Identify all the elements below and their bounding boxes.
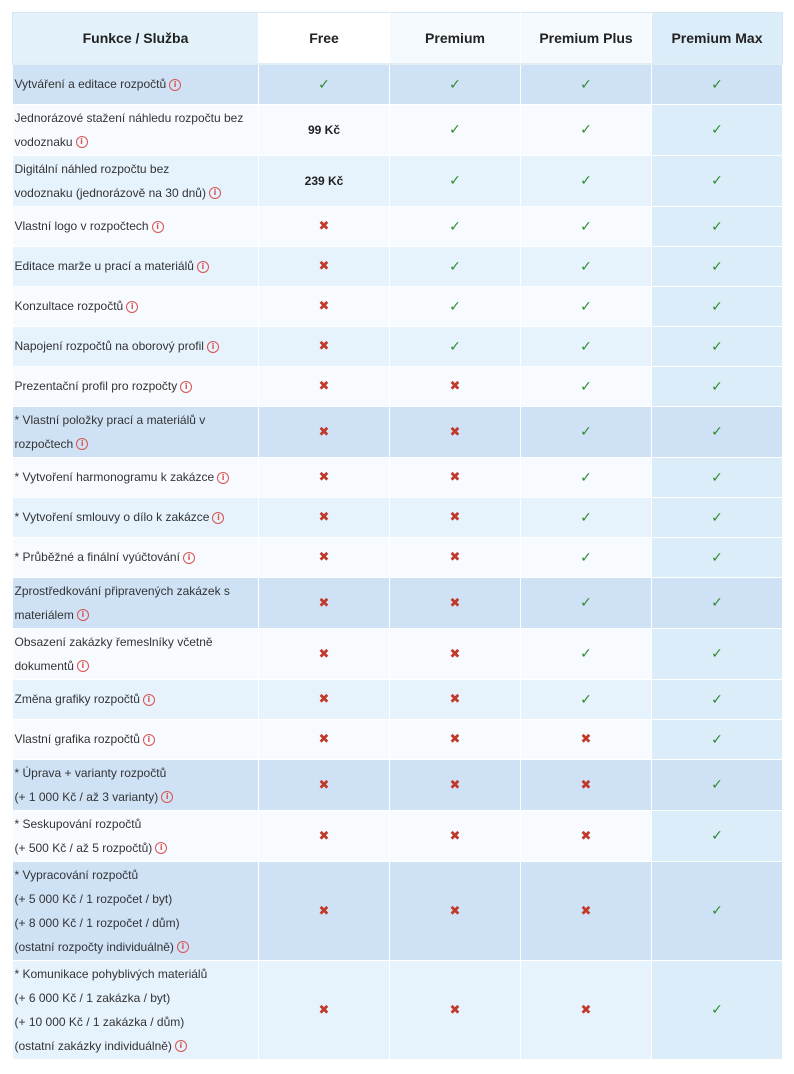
plan-cell-free <box>259 537 390 577</box>
plan-cell-premium-max <box>652 679 783 719</box>
check-icon: ✓ <box>711 594 723 610</box>
check-icon: ✓ <box>580 121 592 137</box>
table-row <box>13 104 783 155</box>
check-icon: ✓ <box>580 297 592 314</box>
plan-cell-premium <box>390 206 521 246</box>
plan-cell-premium <box>390 457 521 497</box>
feature-label-text: (ostatní rozpočty individuálně) <box>14 939 174 954</box>
plan-cell-premium-plus <box>521 406 652 457</box>
table-row <box>13 326 783 366</box>
table-row <box>13 366 783 406</box>
check-icon: ✓ <box>711 902 723 918</box>
cross-icon: ✖ <box>449 645 461 661</box>
cross-icon: ✖ <box>318 594 330 610</box>
plan-cell-premium-max <box>652 406 783 457</box>
plan-header-free: Free <box>259 13 390 65</box>
check-icon: ✓ <box>580 645 592 661</box>
feature-label-line: (+ 10 000 Kč / 1 zakázka / dům) <box>14 1014 185 1029</box>
check-icon: ✓ <box>318 75 330 92</box>
check-icon: ✓ <box>580 377 592 394</box>
feature-label-text: * Vytvoření harmonogramu k zakázce <box>14 470 215 484</box>
plan-cell-free <box>259 286 390 326</box>
feature-label-text: Vlastní grafika rozpočtů <box>14 732 140 746</box>
feature-cell <box>13 960 259 1059</box>
plan-cell-free <box>259 457 390 497</box>
cross-icon: ✖ <box>318 378 330 393</box>
feature-label-line: * Vypracování rozpočtů <box>14 867 139 882</box>
plan-cell-premium <box>390 719 521 759</box>
cross-icon: ✖ <box>318 827 330 843</box>
feature-cell <box>13 326 259 366</box>
plan-cell-premium-plus <box>521 537 652 577</box>
feature-cell <box>13 679 259 719</box>
cross-icon: ✖ <box>318 902 330 918</box>
feature-label-line <box>15 130 253 154</box>
feature-label-line <box>15 935 253 959</box>
check-icon: ✓ <box>449 297 461 314</box>
feature-cell <box>13 246 259 286</box>
info-icon[interactable]: i <box>161 791 173 803</box>
cross-icon: ✖ <box>318 731 330 746</box>
feature-label-line: * Komunikace pohyblivých materiálů <box>14 966 208 981</box>
feature-label-line <box>15 214 253 238</box>
feature-cell <box>13 628 259 679</box>
plan-cell-premium <box>390 577 521 628</box>
info-icon[interactable]: i <box>183 552 195 564</box>
check-icon: ✓ <box>449 75 461 92</box>
table-row <box>13 719 783 759</box>
check-icon: ✓ <box>580 690 592 707</box>
plan-cell-premium-plus <box>521 286 652 326</box>
plan-cell-premium <box>390 104 521 155</box>
cross-icon: ✖ <box>580 827 592 843</box>
cross-icon: ✖ <box>449 469 461 484</box>
cross-icon: ✖ <box>318 645 330 661</box>
plan-cell-free <box>259 406 390 457</box>
feature-column-header: Funkce / Služba <box>13 13 259 65</box>
plan-cell-premium <box>390 326 521 366</box>
feature-label-line <box>15 654 253 678</box>
check-icon: ✓ <box>580 337 592 354</box>
feature-label-line <box>15 294 253 318</box>
feature-label-line <box>15 432 253 456</box>
feature-cell <box>13 719 259 759</box>
check-icon: ✓ <box>580 172 592 188</box>
feature-label-text: Vytváření a editace rozpočtů <box>14 77 167 92</box>
plan-cell-premium-max <box>652 155 783 206</box>
cross-icon: ✖ <box>449 691 461 706</box>
cross-icon: ✖ <box>318 218 330 233</box>
price-value: 239 Kč <box>304 174 344 188</box>
info-icon[interactable]: i <box>180 381 192 393</box>
feature-label-text: Napojení rozpočtů na oborový profil <box>14 339 204 353</box>
check-icon: ✓ <box>580 217 592 234</box>
cross-icon: ✖ <box>318 338 330 353</box>
plan-cell-free <box>259 719 390 759</box>
check-icon: ✓ <box>580 423 592 439</box>
cross-icon: ✖ <box>580 1001 592 1017</box>
cross-icon: ✖ <box>449 594 461 610</box>
plan-cell-premium-max <box>652 286 783 326</box>
check-icon: ✓ <box>449 121 461 137</box>
plan-cell-premium-plus <box>521 861 652 960</box>
feature-label-text: Vlastní logo v rozpočtech <box>14 219 149 233</box>
plan-cell-premium-plus <box>521 206 652 246</box>
plan-cell-premium <box>390 810 521 861</box>
check-icon: ✓ <box>711 297 723 314</box>
feature-label-line: * Úprava + varianty rozpočtů <box>14 765 167 780</box>
table-row <box>13 497 783 537</box>
check-icon: ✓ <box>580 548 592 565</box>
check-icon: ✓ <box>711 827 723 843</box>
feature-label-line <box>15 465 253 489</box>
plan-cell-premium <box>390 960 521 1059</box>
cross-icon: ✖ <box>449 776 461 792</box>
plan-cell-free <box>259 960 390 1059</box>
info-icon[interactable]: i <box>77 660 89 672</box>
feature-cell <box>13 810 259 861</box>
feature-label-text: Editace marže u prací a materiálů <box>14 259 194 273</box>
check-icon: ✓ <box>449 337 461 354</box>
table-row <box>13 64 783 104</box>
feature-label-line: (+ 8 000 Kč / 1 rozpočet / dům) <box>14 915 180 930</box>
check-icon: ✓ <box>711 730 723 747</box>
cross-icon: ✖ <box>449 378 461 393</box>
cross-icon: ✖ <box>580 731 592 746</box>
plan-cell-premium-plus <box>521 366 652 406</box>
plan-cell-free <box>259 206 390 246</box>
cross-icon: ✖ <box>318 691 330 706</box>
info-icon[interactable]: i <box>175 1040 187 1052</box>
cross-icon: ✖ <box>449 549 461 564</box>
plan-cell-premium-max <box>652 104 783 155</box>
plan-cell-free <box>259 246 390 286</box>
check-icon: ✓ <box>711 468 723 485</box>
plan-cell-premium <box>390 537 521 577</box>
table-body <box>13 64 783 1059</box>
feature-label-line <box>15 72 253 96</box>
plan-cell-premium-plus <box>521 64 652 104</box>
check-icon: ✓ <box>580 508 592 525</box>
check-icon: ✓ <box>711 548 723 565</box>
feature-label-text: dokumentů <box>14 658 74 673</box>
plan-cell-premium-max <box>652 64 783 104</box>
plan-cell-premium-plus <box>521 810 652 861</box>
plan-cell-premium-max <box>652 206 783 246</box>
table-row <box>13 457 783 497</box>
table-row <box>13 246 783 286</box>
cross-icon: ✖ <box>449 423 461 439</box>
feature-label-text: vodoznaku <box>14 134 73 149</box>
plan-cell-free <box>259 104 390 155</box>
plan-cell-free <box>259 155 390 206</box>
plan-cell-free <box>259 810 390 861</box>
plan-cell-premium-plus <box>521 155 652 206</box>
feature-cell <box>13 497 259 537</box>
feature-label-line <box>15 603 253 627</box>
feature-label-line <box>15 181 253 205</box>
plan-cell-free <box>259 861 390 960</box>
plan-cell-premium <box>390 406 521 457</box>
check-icon: ✓ <box>449 217 461 234</box>
check-icon: ✓ <box>711 423 723 439</box>
plan-cell-premium <box>390 246 521 286</box>
plan-cell-premium-plus <box>521 246 652 286</box>
feature-label-line: * Vlastní položky prací a materiálů v <box>14 412 206 427</box>
feature-label-text: vodoznaku (jednorázově na 30 dnů) <box>14 185 206 200</box>
info-icon[interactable]: i <box>217 472 229 484</box>
feature-cell <box>13 457 259 497</box>
plan-cell-premium-max <box>652 810 783 861</box>
feature-cell <box>13 104 259 155</box>
cross-icon: ✖ <box>318 469 330 484</box>
plan-cell-premium-max <box>652 719 783 759</box>
feature-cell <box>13 861 259 960</box>
plan-cell-free <box>259 326 390 366</box>
info-icon[interactable]: i <box>76 438 88 450</box>
plan-cell-free <box>259 366 390 406</box>
feature-label-line <box>15 836 253 860</box>
table-row <box>13 286 783 326</box>
feature-label-line: Digitální náhled rozpočtu bez <box>14 161 170 176</box>
feature-cell <box>13 155 259 206</box>
feature-label-line <box>15 505 253 529</box>
plan-cell-free <box>259 628 390 679</box>
table-row <box>13 155 783 206</box>
info-icon[interactable]: i <box>126 301 138 313</box>
table-row <box>13 861 783 960</box>
check-icon: ✓ <box>711 75 723 92</box>
feature-label-line <box>15 374 253 398</box>
feature-label-line <box>15 254 253 278</box>
feature-label-text: Změna grafiky rozpočtů <box>14 692 140 706</box>
check-icon: ✓ <box>711 172 723 188</box>
plan-cell-premium <box>390 366 521 406</box>
info-icon[interactable]: i <box>152 221 164 233</box>
cross-icon: ✖ <box>449 1001 461 1017</box>
plan-header-premium-plus: Premium Plus <box>521 13 652 65</box>
table-row <box>13 759 783 810</box>
feature-label-text: Konzultace rozpočtů <box>14 299 124 313</box>
plan-cell-premium-max <box>652 366 783 406</box>
plan-cell-premium <box>390 64 521 104</box>
feature-cell <box>13 406 259 457</box>
feature-label-line: * Seskupování rozpočtů <box>14 816 142 831</box>
feature-label-text: (+ 500 Kč / až 5 rozpočtů) <box>14 840 153 855</box>
info-icon[interactable]: i <box>207 341 219 353</box>
check-icon: ✓ <box>711 690 723 707</box>
plan-cell-premium <box>390 497 521 537</box>
info-icon[interactable]: i <box>76 136 88 148</box>
info-icon[interactable]: i <box>169 79 181 91</box>
feature-label-line <box>15 785 253 809</box>
feature-label-line <box>15 334 253 358</box>
feature-cell <box>13 577 259 628</box>
plan-cell-premium-max <box>652 457 783 497</box>
plan-cell-premium-plus <box>521 679 652 719</box>
plan-header-premium-max: Premium Max <box>652 13 783 65</box>
plan-cell-free <box>259 64 390 104</box>
plan-cell-premium-plus <box>521 719 652 759</box>
feature-cell <box>13 206 259 246</box>
plan-cell-free <box>259 497 390 537</box>
feature-label-text: (ostatní zakázky individuálně) <box>14 1038 172 1053</box>
feature-label-line: Obsazení zakázky řemeslníky včetně <box>14 634 213 649</box>
plan-cell-premium-plus <box>521 577 652 628</box>
feature-cell <box>13 286 259 326</box>
cross-icon: ✖ <box>449 731 461 746</box>
check-icon: ✓ <box>580 468 592 485</box>
feature-cell <box>13 759 259 810</box>
check-icon: ✓ <box>580 257 592 274</box>
check-icon: ✓ <box>580 594 592 610</box>
plan-header-premium: Premium <box>390 13 521 65</box>
info-icon[interactable]: i <box>143 694 155 706</box>
table-row <box>13 206 783 246</box>
plan-cell-premium-plus <box>521 104 652 155</box>
feature-label-line: Zprostředkování připravených zakázek s <box>14 583 230 598</box>
feature-cell <box>13 366 259 406</box>
plan-cell-premium <box>390 759 521 810</box>
cross-icon: ✖ <box>449 902 461 918</box>
price-value: 99 Kč <box>307 123 341 137</box>
plan-cell-free <box>259 577 390 628</box>
table-header-row <box>13 13 783 65</box>
check-icon: ✓ <box>449 172 461 188</box>
pricing-table <box>12 12 783 1060</box>
feature-label-text: (+ 1 000 Kč / až 3 varianty) <box>14 789 159 804</box>
cross-icon: ✖ <box>318 423 330 439</box>
plan-cell-premium <box>390 861 521 960</box>
plan-cell-premium-plus <box>521 759 652 810</box>
info-icon[interactable]: i <box>77 609 89 621</box>
feature-cell <box>13 537 259 577</box>
table-row <box>13 577 783 628</box>
check-icon: ✓ <box>711 337 723 354</box>
cross-icon: ✖ <box>318 298 330 313</box>
pricing-comparison <box>12 12 782 1060</box>
feature-label-text: * Vytvoření smlouvy o dílo k zakázce <box>14 510 210 524</box>
check-icon: ✓ <box>711 776 723 792</box>
feature-label-line: (+ 6 000 Kč / 1 zakázka / byt) <box>14 990 171 1005</box>
info-icon[interactable]: i <box>177 941 189 953</box>
feature-label-text: * Průběžné a finální vyúčtování <box>14 550 180 564</box>
plan-cell-premium <box>390 286 521 326</box>
info-icon[interactable]: i <box>155 842 167 854</box>
cross-icon: ✖ <box>318 1001 330 1017</box>
feature-label-line <box>15 727 253 751</box>
table-row <box>13 960 783 1059</box>
table-row <box>13 810 783 861</box>
plan-cell-premium-plus <box>521 628 652 679</box>
feature-label-line: Jednorázové stažení náhledu rozpočtu bez <box>14 110 244 125</box>
plan-cell-premium-max <box>652 246 783 286</box>
table-row <box>13 628 783 679</box>
info-icon[interactable]: i <box>197 261 209 273</box>
feature-label-text: rozpočtech <box>14 436 74 451</box>
cross-icon: ✖ <box>318 549 330 564</box>
plan-cell-premium-max <box>652 537 783 577</box>
plan-cell-premium-max <box>652 497 783 537</box>
check-icon: ✓ <box>580 75 592 92</box>
feature-label-line: (+ 5 000 Kč / 1 rozpočet / byt) <box>14 891 173 906</box>
check-icon: ✓ <box>711 257 723 274</box>
check-icon: ✓ <box>711 217 723 234</box>
check-icon: ✓ <box>711 1001 723 1017</box>
plan-cell-premium <box>390 679 521 719</box>
plan-cell-premium-plus <box>521 457 652 497</box>
check-icon: ✓ <box>711 121 723 137</box>
feature-cell <box>13 64 259 104</box>
check-icon: ✓ <box>449 257 461 274</box>
cross-icon: ✖ <box>580 776 592 792</box>
feature-label-line <box>15 687 253 711</box>
cross-icon: ✖ <box>449 509 461 524</box>
cross-icon: ✖ <box>449 827 461 843</box>
plan-cell-premium-max <box>652 960 783 1059</box>
feature-label-line <box>15 1034 253 1058</box>
plan-cell-premium-max <box>652 628 783 679</box>
cross-icon: ✖ <box>318 776 330 792</box>
plan-cell-free <box>259 679 390 719</box>
cross-icon: ✖ <box>318 509 330 524</box>
info-icon[interactable]: i <box>212 512 224 524</box>
plan-cell-premium-plus <box>521 497 652 537</box>
plan-cell-premium-max <box>652 326 783 366</box>
check-icon: ✓ <box>711 508 723 525</box>
feature-label-text: materiálem <box>14 607 74 622</box>
plan-cell-premium-max <box>652 577 783 628</box>
table-row <box>13 406 783 457</box>
info-icon[interactable]: i <box>209 187 221 199</box>
plan-cell-premium <box>390 155 521 206</box>
info-icon[interactable]: i <box>143 734 155 746</box>
plan-cell-premium-max <box>652 861 783 960</box>
feature-label-line <box>15 545 253 569</box>
plan-cell-premium <box>390 628 521 679</box>
plan-cell-free <box>259 759 390 810</box>
plan-cell-premium-plus <box>521 960 652 1059</box>
plan-cell-premium-plus <box>521 326 652 366</box>
feature-label-text: Prezentační profil pro rozpočty <box>14 379 178 393</box>
check-icon: ✓ <box>711 377 723 394</box>
table-row <box>13 679 783 719</box>
cross-icon: ✖ <box>580 902 592 918</box>
check-icon: ✓ <box>711 645 723 661</box>
plan-cell-premium-max <box>652 759 783 810</box>
table-row <box>13 537 783 577</box>
cross-icon: ✖ <box>318 258 330 273</box>
